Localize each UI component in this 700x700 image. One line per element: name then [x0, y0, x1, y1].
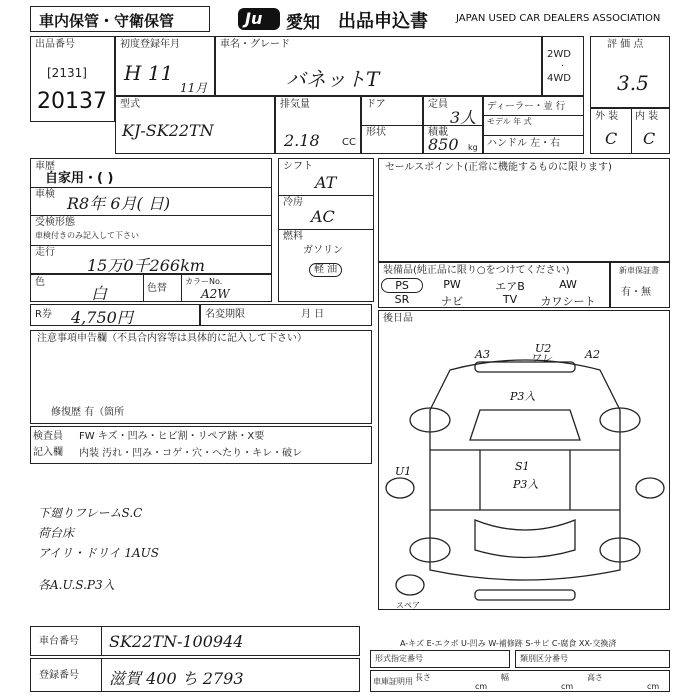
- car-diagram: [380, 340, 670, 610]
- org-name: 愛知: [286, 13, 320, 33]
- color-divider-1: [143, 275, 144, 301]
- dealer-divider: [484, 115, 583, 116]
- drive-4wd: 4WD: [547, 73, 571, 84]
- dealer-box: [483, 96, 584, 154]
- reg-year-box: [115, 36, 215, 96]
- reg-month: 11月: [180, 81, 208, 95]
- inspection-value: R8年 6月( 日): [67, 194, 171, 213]
- warranty-value: 有・無: [621, 287, 651, 298]
- shift-label: シフト: [283, 161, 313, 172]
- grade-box: [590, 108, 670, 154]
- diag-label-u1: U1: [395, 465, 412, 478]
- lot-label: 出品番号: [35, 39, 75, 50]
- height-label: 高さ: [587, 673, 603, 682]
- ac-divider: [279, 229, 373, 230]
- width-label: 幅: [501, 673, 509, 682]
- equip-item: カワシート: [540, 295, 596, 308]
- equip-item: AW: [559, 278, 577, 291]
- equip-item: PW: [443, 278, 461, 291]
- color-change-label: 色替: [147, 283, 167, 294]
- reg-number-value: 滋賀 400 ち 2793: [109, 669, 244, 688]
- load-value: 850: [428, 135, 459, 154]
- model-box: [115, 96, 275, 154]
- car-name-label: 車名・グレード: [220, 39, 290, 50]
- capacity-value: 3人: [450, 108, 477, 127]
- note-line-2: 荷台床: [38, 526, 75, 540]
- mileage-label: 走行: [35, 247, 55, 258]
- type-cert-box: [370, 650, 510, 668]
- recycle-value: 4,750円: [71, 308, 133, 327]
- entry-label: 記入欄: [33, 447, 63, 458]
- drive-sep: ·: [561, 61, 565, 72]
- diag-label-s1: S1: [515, 460, 530, 473]
- door-label: ドア: [366, 99, 386, 110]
- logo-mark: Ju: [245, 9, 263, 28]
- ac-value: AC: [311, 207, 335, 226]
- displacement-label: 排気量: [280, 99, 310, 110]
- kg-unit: kg: [468, 143, 478, 152]
- drive-box: [542, 36, 584, 96]
- door-divider: [362, 125, 422, 126]
- model-year-divider: [484, 135, 583, 136]
- history-divider-1: [31, 187, 271, 188]
- inspector-label: 検査員: [33, 431, 63, 442]
- expiry-label: 名変期限: [205, 309, 245, 320]
- chassis-box: [30, 626, 360, 656]
- sales-point-label: セールスポイント(正常に機能するものに限ります): [385, 162, 612, 173]
- lot-number-box: [30, 36, 115, 122]
- reg-year-label: 初度登録年月: [120, 39, 180, 50]
- equip-label: 装備品(純正品に限り○をつけてください): [383, 265, 570, 276]
- diag-label-ware: ワレ: [530, 352, 552, 365]
- expiry-value: 月 日: [301, 309, 325, 320]
- color-box: [30, 274, 272, 302]
- length-label: 長さ: [415, 673, 431, 682]
- width-unit: cm: [561, 682, 574, 691]
- note-line-3: アイリ・ドリイ 1AUS: [38, 546, 160, 560]
- history-value: 自家用・( ): [45, 171, 114, 186]
- fuel-label: 燃料: [283, 231, 303, 242]
- door-box: [361, 96, 423, 154]
- shift-box: [278, 158, 374, 302]
- diag-label-u2: U2: [535, 342, 552, 355]
- cc-unit: CC: [342, 137, 356, 148]
- chassis-value: SK22TN-100944: [109, 632, 244, 651]
- recycle-label: R券: [35, 309, 52, 320]
- history-divider-3: [31, 245, 271, 246]
- equip-item: ナビ: [441, 295, 463, 308]
- car-name-box: [215, 36, 542, 96]
- storage-label: 車内保管・守衛保管: [39, 12, 175, 30]
- attention-label: 注意事項申告欄（不具合内容等は具体的に記入して下さい）: [37, 333, 307, 344]
- color-value: 白: [91, 284, 108, 303]
- color-divider-2: [181, 275, 182, 301]
- chassis-divider: [101, 627, 102, 655]
- equip-item: エアB: [495, 280, 525, 293]
- reg-number-label: 登録番号: [39, 670, 79, 681]
- color-no: A2W: [201, 287, 230, 301]
- attention-box: [30, 330, 372, 424]
- equip-item: SR: [394, 293, 410, 306]
- score-value: 3.5: [617, 71, 649, 95]
- car-name: バネットT: [286, 67, 380, 91]
- reg-year: H 11: [124, 61, 174, 85]
- fuel-value: ガソリン: [303, 245, 343, 256]
- equip-item: PS: [381, 278, 423, 293]
- history-divider-2: [31, 215, 271, 216]
- history-box: [30, 158, 272, 274]
- warranty-label: 新車保証書: [619, 266, 659, 275]
- inspector-box: [30, 426, 372, 464]
- model-year-label: モデル 年 式: [487, 117, 532, 126]
- color-label: 色: [35, 277, 45, 288]
- capacity-box: [423, 96, 483, 154]
- lot-sub: [2131]: [47, 66, 87, 80]
- cert-label: 車庫証明用: [373, 677, 413, 686]
- load-label: 積載: [428, 127, 448, 138]
- lot-number: 20137: [37, 89, 107, 114]
- expiry-box: [200, 304, 372, 326]
- inspection-label: 車検: [35, 189, 55, 200]
- accept-label: 受検形態: [35, 217, 75, 228]
- color-no-label: カラーNo.: [185, 277, 223, 286]
- displacement-value: 2.18: [284, 131, 320, 150]
- shift-divider: [279, 195, 373, 196]
- equip-item: TV: [502, 293, 518, 306]
- shift-value: AT: [315, 173, 337, 192]
- form-subtitle: JAPAN USED CAR DEALERS ASSOCIATION: [456, 13, 661, 24]
- drive-2wd: 2WD: [547, 49, 571, 60]
- int-label: 内 装: [635, 111, 659, 122]
- diag-label-a2: A2: [585, 348, 600, 361]
- handle-label: ハンドル 左・右: [487, 138, 561, 149]
- accept-note: 車検付きのみ記入して下さい: [35, 231, 139, 240]
- ext-grade: C: [605, 129, 618, 148]
- history-label: 車歴: [35, 161, 55, 172]
- equipment-box: [378, 262, 610, 308]
- note-line-4: 各A.U.S.P3入: [38, 578, 115, 592]
- storage-badge: [30, 6, 210, 32]
- note-line-1: 下廻りフレームS.C: [38, 506, 143, 520]
- sales-point-box: [378, 158, 670, 262]
- model-value: KJ-SK22TN: [122, 121, 214, 140]
- dealer-label: ディーラー・並 行: [487, 101, 566, 112]
- reg-divider: [101, 659, 102, 691]
- diag-label-p3-top: P3入: [510, 390, 536, 403]
- handwritten-notes: [30, 500, 370, 600]
- int-grade: C: [643, 129, 656, 148]
- later-items-label: 後日品: [383, 313, 413, 324]
- interior-line: 内装 汚れ・凹み・コゲ・穴・へたり・キレ・破レ: [79, 448, 303, 459]
- fuel-value-2: 軽 油: [309, 263, 342, 277]
- displacement-box: [275, 96, 361, 154]
- grade-divider: [631, 109, 632, 153]
- spare-label: スペア: [396, 601, 420, 610]
- diag-label-p3-mid: P3入: [513, 478, 539, 491]
- warranty-box: [610, 262, 670, 308]
- capacity-label: 定員: [428, 99, 448, 110]
- recycle-box: [30, 304, 200, 326]
- type-cert-label: 形式指定番号: [375, 654, 423, 663]
- dimensions-box: [370, 670, 670, 692]
- height-unit: cm: [647, 682, 660, 691]
- reg-number-box: [30, 658, 360, 692]
- length-unit: cm: [475, 682, 488, 691]
- ext-label: 外 装: [595, 111, 619, 122]
- diag-label-a3: A3: [475, 348, 490, 361]
- mileage-value: 15万0千266km: [87, 256, 205, 275]
- org-logo: [238, 8, 280, 30]
- class-box: [515, 650, 670, 668]
- damage-legend: A-キズ E-エクボ U-凹み W-補修跡 S-サビ C-腐食 XX-交換済: [400, 639, 617, 648]
- form-title: 出品申込書: [338, 11, 428, 32]
- ac-label: 冷房: [283, 197, 303, 208]
- model-label: 型式: [120, 99, 140, 110]
- repair-label: 修復歴 有（箇所: [51, 407, 125, 418]
- score-box: [590, 36, 670, 108]
- class-label: 類別区分番号: [520, 654, 568, 663]
- chassis-label: 車台番号: [39, 636, 79, 647]
- fw-line: FW キズ・凹み・ヒビ割・リペア跡・X要: [79, 431, 265, 442]
- score-label: 評 価 点: [607, 39, 644, 50]
- shape-label: 形状: [366, 127, 386, 138]
- capacity-divider: [424, 125, 482, 126]
